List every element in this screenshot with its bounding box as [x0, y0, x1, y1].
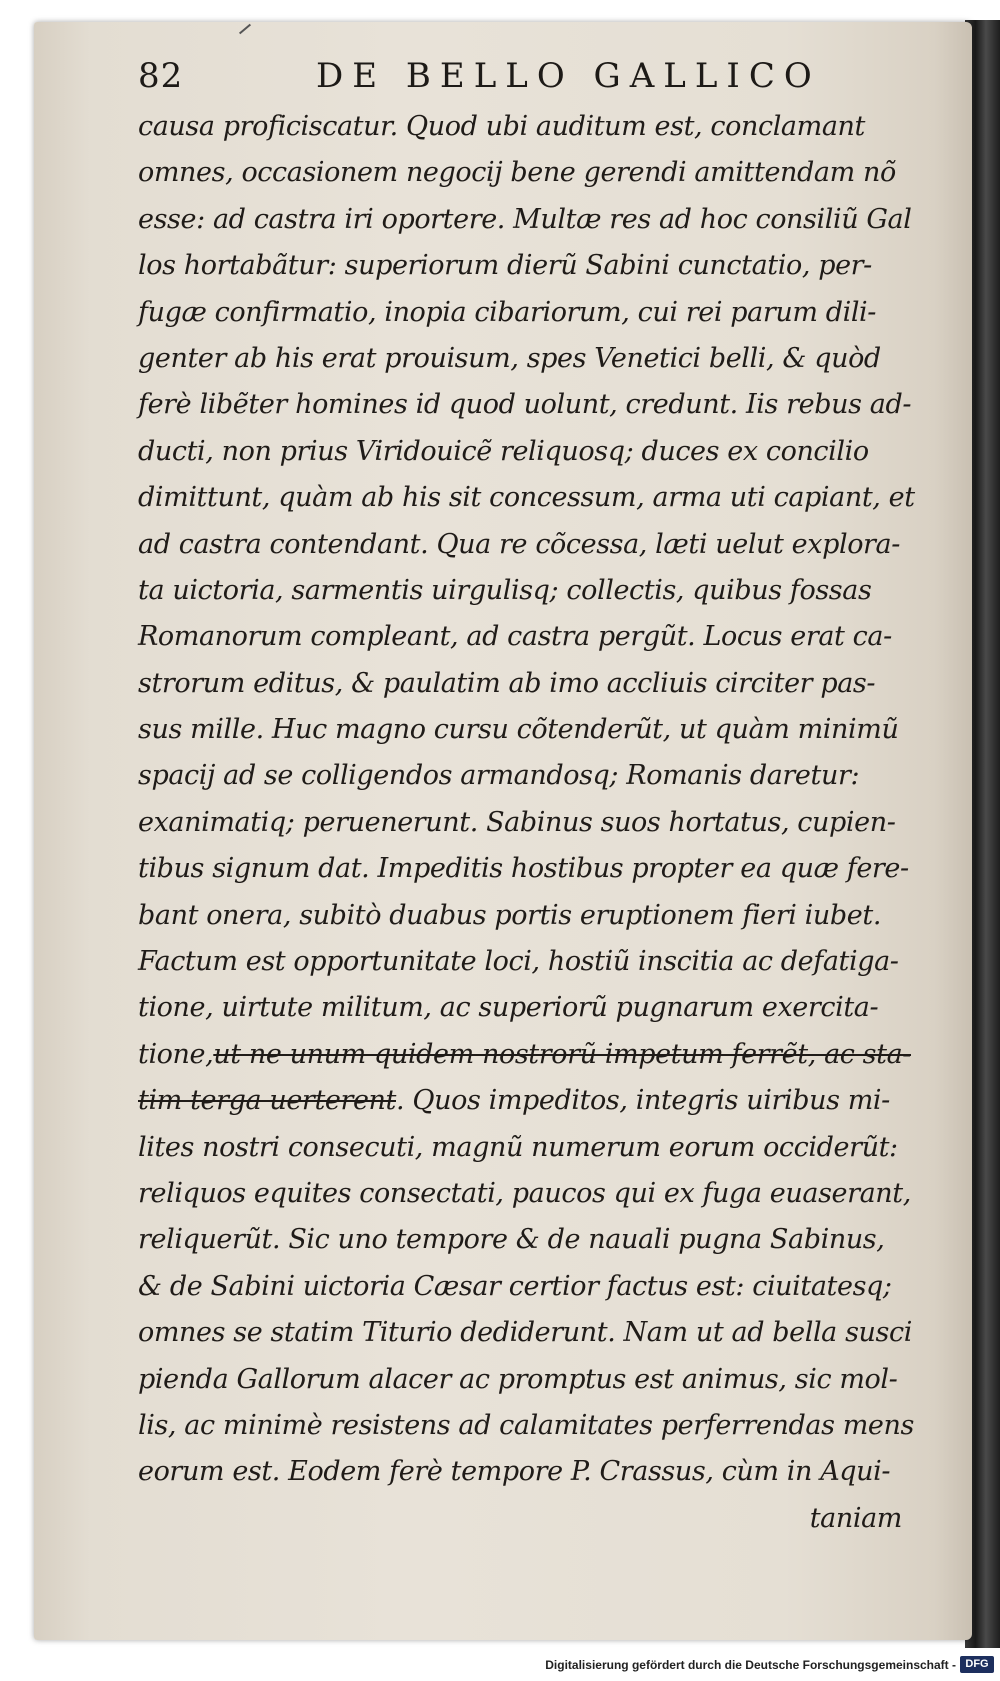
text-line: spacij ad se colligendos armandosq; Romanis daretur: — [138, 760, 860, 792]
text-line: Factum est opportunitate loci, hostiũ inscitia ac defatiga- — [138, 946, 899, 978]
text-line: causa proficiscatur. Quod ubi auditum est, conclamant — [138, 111, 865, 142]
text-line: genter ab his erat prouisum, spes Venetici belli, & quòd — [138, 342, 881, 374]
dfg-logo-icon: DFG — [960, 1656, 994, 1673]
text-line: bant onera, subitò duabus portis eruptionem fieri iubet. — [138, 899, 882, 931]
text-line-struck — [138, 1078, 958, 1124]
text-line: ta uictoria, sarmentis uirgulisq; collectis, quibus fossas — [138, 574, 872, 606]
funding-credit: Digitalisierung gefördert durch die Deutsche Forschungsgemeinschaft - — [545, 1658, 956, 1672]
text-line: lis, ac minimè resistens ad calamitates perferrendas mens — [138, 1409, 914, 1441]
text-line: reliquos equites consectati, paucos qui ex fuga euaserant, — [138, 1177, 911, 1209]
plain-text: tione, — [138, 1038, 214, 1070]
text-line: los hortabãtur: superiorum dierũ Sabini cunctatio, per- — [138, 250, 872, 282]
text-line: esse: ad castra iri oportere. Multæ res ad hoc consiliũ Gal — [138, 203, 912, 235]
text-line: ferè libẽter homines id quod uolunt, credunt. Iis rebus ad- — [138, 389, 912, 421]
text-line: sus mille. Huc magno cursu cõtenderũt, ut quàm minimũ — [138, 714, 899, 746]
text-line: ducti, non prius Viridouicẽ reliquosq; duces ex concilio — [138, 435, 869, 467]
text-line: strorum editus, & paulatim ab imo accliuis circiter pas- — [138, 667, 876, 699]
text-line: ad castra contendant. Qua re cõcessa, læti uelut explora- — [138, 528, 900, 560]
plain-text: . Quos impeditos, integris uiribus mi- — [396, 1085, 890, 1117]
text-line: tibus signum dat. Impeditis hostibus propter ea quæ fere- — [138, 853, 909, 885]
text-line: pienda Gallorum alacer ac promptus est animus, sic mol- — [138, 1363, 898, 1395]
running-title: DE BELLO GALLICO — [316, 56, 821, 96]
text-line: eorum est. Eodem ferè tempore P. Crassus, cùm in Aqui- — [138, 1456, 891, 1488]
text-block — [138, 104, 958, 1542]
struck-through-text: tim terga uerterent — [138, 1085, 396, 1117]
text-line: omnes, occasionem negocij bene gerendi amittendam nõ — [138, 157, 896, 189]
struck-through-text: ut ne unum quidem nostrorũ impetum ferrẽt, ac sta- — [213, 1038, 911, 1070]
text-line: omnes se statim Titurio dediderunt. Nam ut ad bella susci — [138, 1317, 912, 1349]
footer-bar — [0, 1651, 1000, 1681]
text-line: reliquerũt. Sic uno tempore & de nauali pugna Sabinus, — [138, 1224, 885, 1256]
text-line: lites nostri consecuti, magnũ numerum eorum occiderũt: — [138, 1131, 898, 1163]
catchword: taniam — [809, 1502, 902, 1534]
text-line: dimittunt, quàm ab his sit concessum, arma uti capiant, et — [138, 482, 915, 514]
text-line: fugæ confirmatio, inopia cibariorum, cui rei parum dili- — [138, 296, 877, 328]
running-head — [138, 56, 898, 100]
text-line: exanimatiq; peruenerunt. Sabinus suos hortatus, cupien- — [138, 806, 896, 838]
text-line: tione, uirtute militum, ac superiorũ pugnarum exercita- — [138, 992, 879, 1024]
text-line: & de Sabini uictoria Cæsar certior factus est: ciuitatesq; — [138, 1270, 892, 1302]
text-line: Romanorum compleant, ad castra pergũt. Locus erat ca- — [138, 621, 892, 653]
text-line-struck — [138, 1032, 958, 1078]
page-number: 82 — [138, 56, 184, 96]
